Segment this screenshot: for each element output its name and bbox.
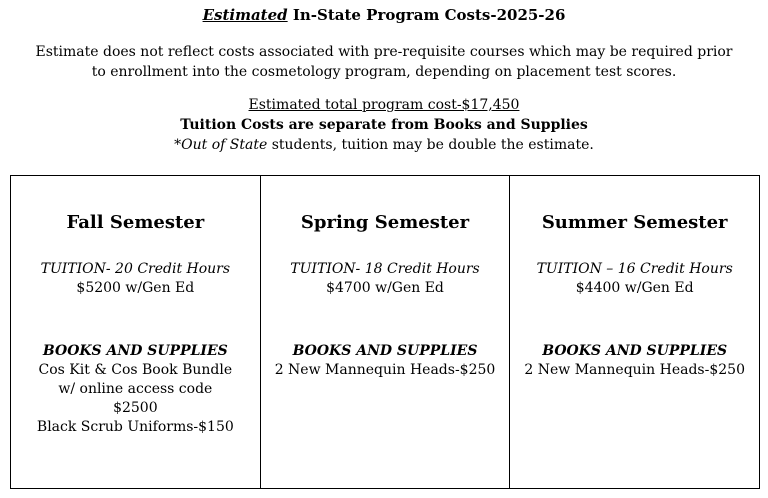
books-label: BOOKS AND SUPPLIES xyxy=(542,343,728,359)
semester-title: Fall Semester xyxy=(66,212,205,233)
title-rest: In-State Program Costs-2025-26 xyxy=(287,6,566,24)
total-cost: Estimated total program cost-$17,450 xyxy=(248,97,520,113)
semester-title: Spring Semester xyxy=(300,212,470,233)
books-label: BOOKS AND SUPPLIES xyxy=(42,343,228,359)
out-of-state-note xyxy=(0,137,768,153)
supply-item: Cos Kit & Cos Book Bundle xyxy=(38,362,233,378)
note-line-2: to enrollment into the cosmetology program, depending on placement test scores. xyxy=(91,64,677,80)
semester-title: Summer Semester xyxy=(541,212,728,233)
separate-costs-note: Tuition Costs are separate from Books and Supplies xyxy=(180,117,588,133)
tuition-amount: $4400 w/Gen Ed xyxy=(575,280,694,296)
semester-column-summer xyxy=(509,176,759,488)
supply-item: 2 New Mannequin Heads-$250 xyxy=(524,362,745,378)
tuition-label: TUITION- 20 Credit Hours xyxy=(40,261,231,277)
tuition-amount: $4700 w/Gen Ed xyxy=(326,280,444,296)
page-title xyxy=(0,6,768,24)
tuition-label: TUITION – 16 Credit Hours xyxy=(536,261,733,277)
books-label: BOOKS AND SUPPLIES xyxy=(292,343,478,359)
out-of-state-rest: students, tuition may be double the estimate. xyxy=(267,137,594,153)
prerequisite-note xyxy=(20,42,748,82)
supply-item: 2 New Mannequin Heads-$250 xyxy=(274,362,496,378)
title-emphasis: Estimated xyxy=(202,6,288,24)
semester-column-fall xyxy=(11,176,260,488)
tuition-amount: $5200 w/Gen Ed xyxy=(76,280,195,296)
semester-table xyxy=(10,175,760,489)
supply-item: $2500 xyxy=(113,400,158,416)
tuition-label: TUITION- 18 Credit Hours xyxy=(290,261,480,277)
supply-item: w/ online access code xyxy=(58,381,213,397)
supply-item: Black Scrub Uniforms-$150 xyxy=(36,419,234,435)
note-line-1: Estimate does not reflect costs associated with pre-requisite courses which may be required prior xyxy=(35,44,733,60)
semester-column-spring xyxy=(260,176,510,488)
out-of-state-emphasis: *Out of State xyxy=(174,137,268,153)
